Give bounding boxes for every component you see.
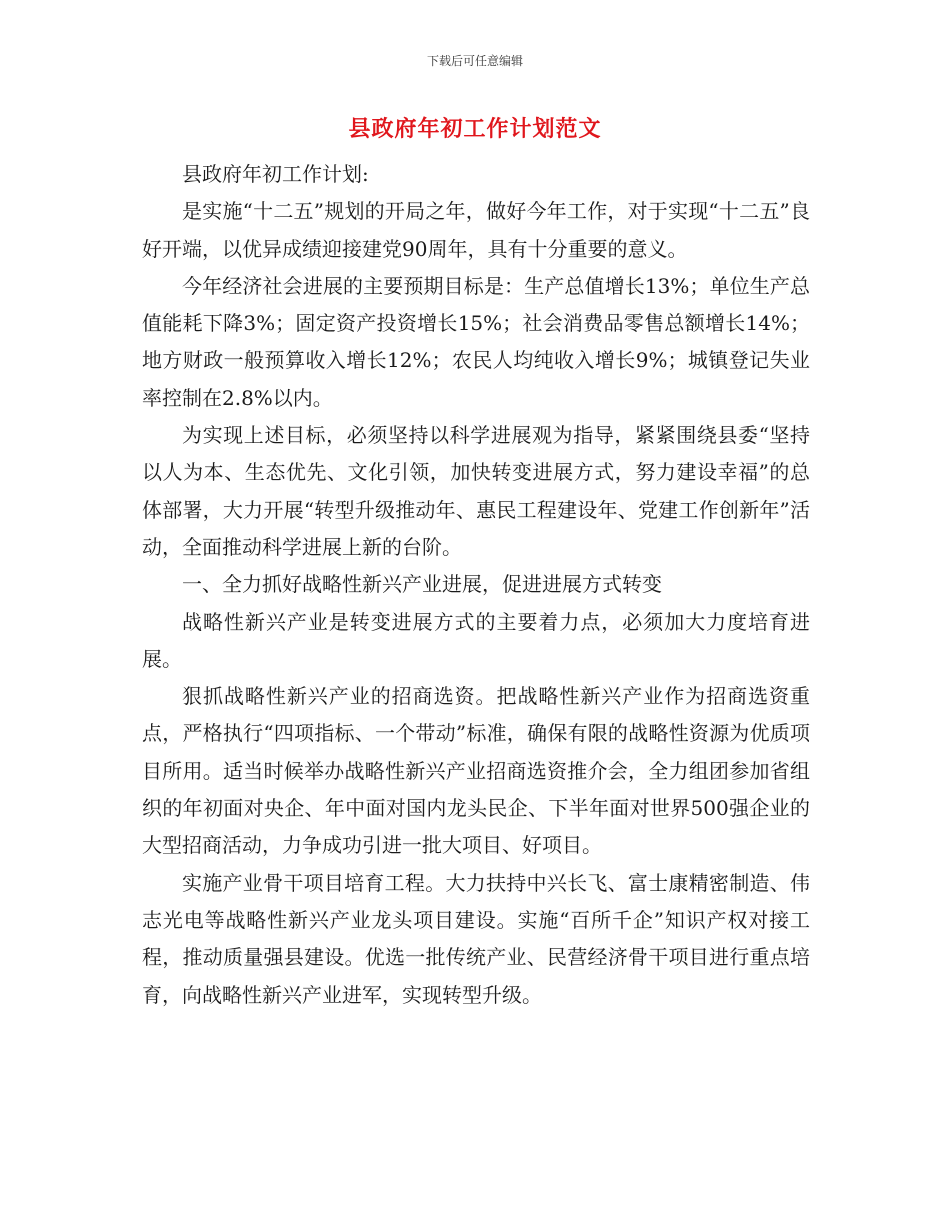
section-heading: 一、全力抓好战略性新兴产业进展，促进进展方式转变 xyxy=(182,572,662,597)
paragraph: 实施产业骨干项目培育工程。大力扶持中兴长飞、富士康精密制造、伟志光电等战略性新兴产业龙头项目建设。实施“百所千企”知识产权对接工程，推动质量强县建设。优选一批传统产业、民营经济骨干项目进行重点培育，向战略性新兴产业进军，实现转型升级。 xyxy=(142,870,810,1007)
paragraph: 今年经济社会进展的主要预期目标是：生产总值增长13%；单位生产总值能耗下降3%；固定资产投资增长15%；社会消费品零售总额增长14%；地方财政一般预算收入增长12%；农民人均纯收入增长9%；城镇登记失业率控制在2.8%以内。 xyxy=(142,273,810,410)
document-body xyxy=(142,156,810,1014)
document-title: 县政府年初工作计划范文 xyxy=(348,116,602,142)
paragraph: 战略性新兴产业是转变进展方式的主要着力点，必须加大力度培育进展。 xyxy=(142,609,810,671)
paragraph: 狠抓战略性新兴产业的招商选资。把战略性新兴产业作为招商选资重点，严格执行“四项指标、一个带动”标准，确保有限的战略性资源为优质项目所用。适当时候举办战略性新兴产业招商选资推介会，全力组团参加省组织的年初面对央企、年中面对国内龙头民企、下半年面对世界500强企业的大型招商活动，力争成功引进一批大项目、好项目。 xyxy=(142,684,810,858)
paragraph: 是实施“十二五”规划的开局之年，做好今年工作，对于实现“十二五”良好开端，以优异成绩迎接建党90周年，具有十分重要的意义。 xyxy=(142,199,810,261)
page-header: 下载后可任意编辑 xyxy=(426,54,523,68)
paragraph: 为实现上述目标，必须坚持以科学进展观为指导，紧紧围绕县委“坚持以人为本、生态优先、文化引领，加快转变进展方式，努力建设幸福”的总体部署，大力开展“转型升级推动年、惠民工程建设年、党建工作创新年”活动，全面推动科学进展上新的台阶。 xyxy=(142,423,810,559)
paragraph: 县政府年初工作计划: xyxy=(182,162,369,186)
